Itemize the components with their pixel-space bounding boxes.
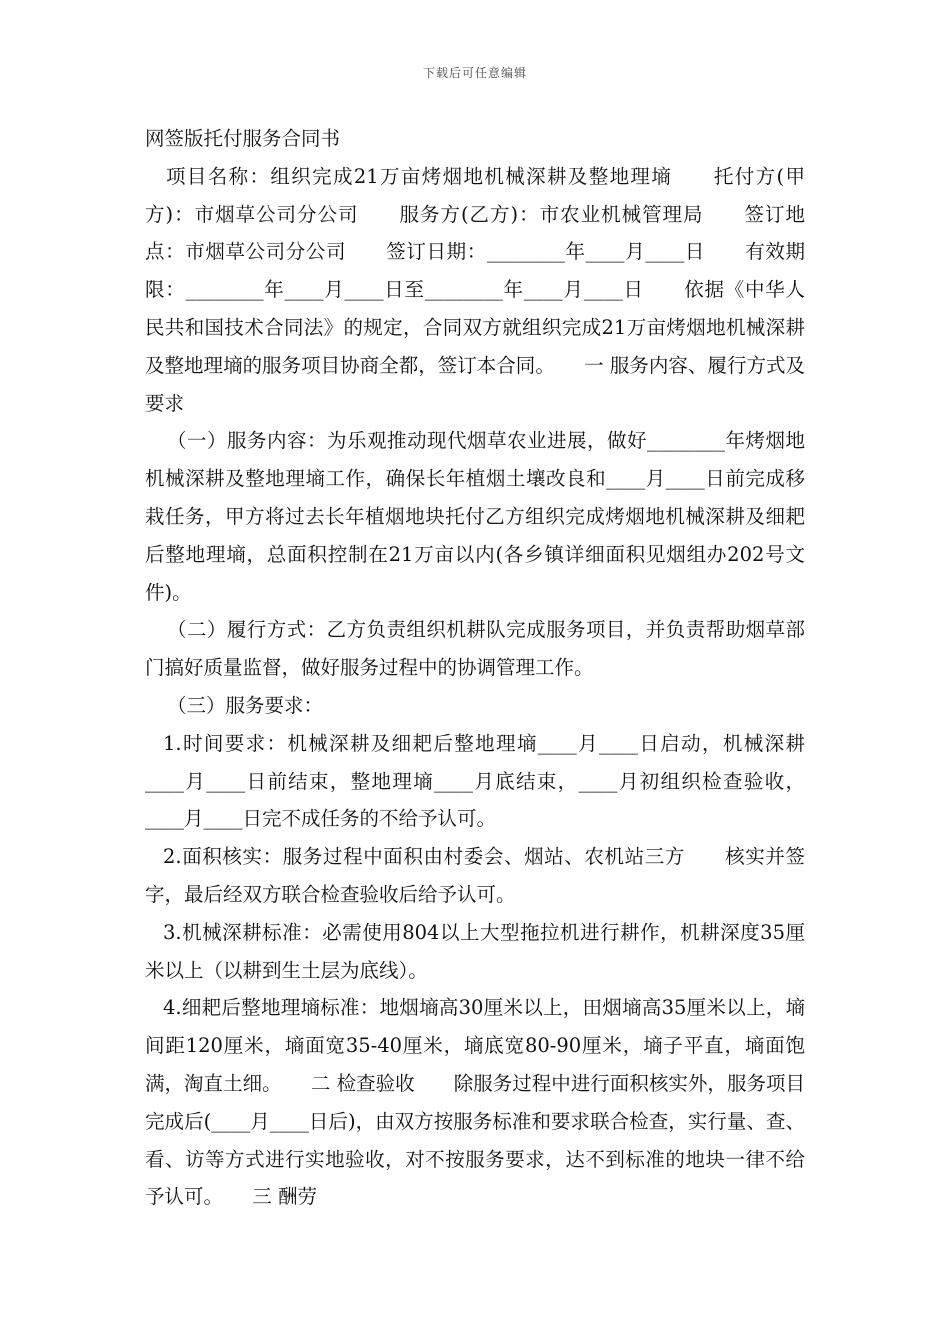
- page-header-note: 下载后可任意编辑: [422, 66, 527, 80]
- requirement-ridging-standard: 4.细耙后整地理墒标准：地烟墒高30厘米以上，田烟墒高35厘米以上，墒间距120厘米，墒面宽35-40厘米，墒底宽80-90厘米，墒子平直，墒面饱满，淘直土细。 二 检查验收 除服务过程中进行面积核实外，服务项目完成后(____月____日后)，由双方按服务标准和要求联合检查，实行量、查、看、访等方式进行实地验收，对不按服务要求，达不到标准的地块一律不给予认可。 三 酬劳: [145, 996, 805, 1209]
- performance-method-paragraph: （二）履行方式：乙方负责组织机耕队完成服务项目，并负责帮助烟草部门搞好质量监督，做好服务过程中的协调管理工作。: [145, 618, 805, 680]
- document-title: 网签版托付服务合同书: [145, 127, 341, 150]
- document-body: [145, 120, 805, 1216]
- requirement-time: 1.时间要求：机械深耕及细耙后整地理墒____月____日启动，机械深耕____月____日前结束，整地理墒____月底结束，____月初组织检查验收，____月____日完不成任务的不给予认可。: [145, 731, 805, 831]
- requirement-area-verification: 2.面积核实：服务过程中面积由村委会、烟站、农机站三方 核实并签字，最后经双方联合检查验收后给予认可。: [145, 845, 805, 906]
- intro-paragraph: 项目名称：组织完成21万亩烤烟地机械深耕及整地理墒 托付方(甲方)：市烟草公司分公司 服务方(乙方)：市农业机械管理局 签订地点：市烟草公司分公司 签订日期：________年____月____日 有效期限：________年____月____日至________年____月____日 依据《中华人民共和国技术合同法》的规定，合同双方就组织完成21万亩烤烟地机械深耕及整地理墒的服务项目协商全都，签订本合同。 一 服务内容、履行方式及要求: [145, 164, 805, 415]
- service-content-paragraph: （一）服务内容：为乐观推动现代烟草农业进展，做好________年烤烟地机械深耕及整地理墒工作，确保长年植烟土壤改良和____月____日前完成移栽任务，甲方将过去长年植烟地块托付乙方组织完成烤烟地机械深耕及细耙后整地理墒，总面积控制在21万亩以内(各乡镇详细面积见烟组办202号文件)。: [145, 429, 805, 604]
- service-requirements-heading: （三）服务要求：: [167, 693, 324, 717]
- requirement-plowing-standard: 3.机械深耕标准：必需使用804以上大型拖拉机进行耕作，机耕深度35厘米以上（以耕到生土层为底线）。: [145, 920, 805, 982]
